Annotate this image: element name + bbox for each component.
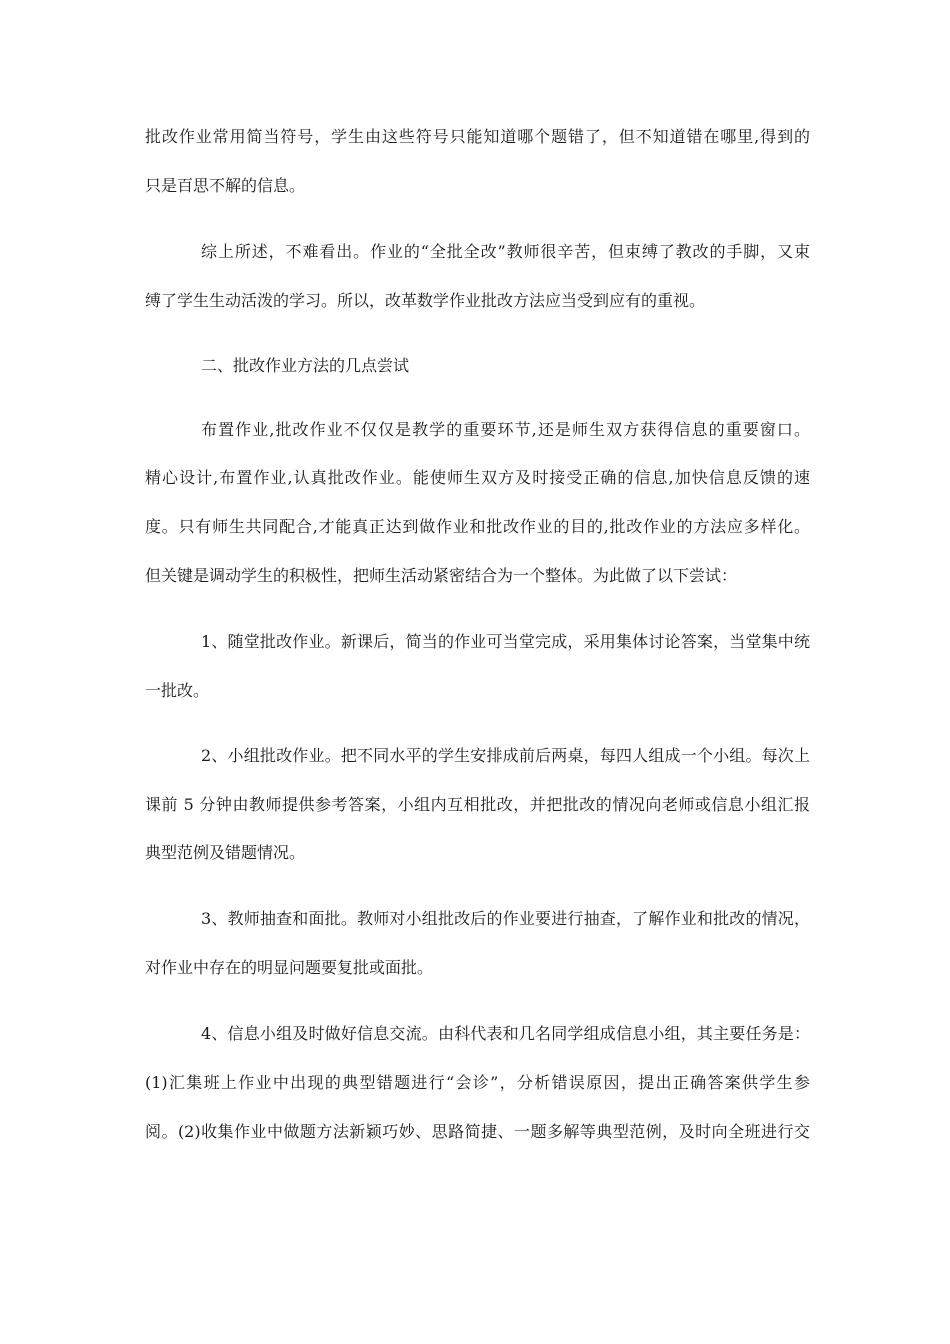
text-line-8: 度。只有师生共同配合,才能真正达到做作业和批改作业的目的,批改作业的方法应多样化。 bbox=[145, 517, 810, 536]
text-line-3: 综上所述，不难看出。作业的“全批全改”教师很辛苦，但束缚了教改的手脚，又束 bbox=[201, 242, 810, 261]
text-line-16: 对作业中存在的明显问题要复批或面批。 bbox=[145, 958, 434, 977]
text-line-12: 2、小组批改作业。把不同水平的学生安排成前后两桌，每四人组成一个小组。每次上 bbox=[201, 746, 810, 765]
section-heading: 二、批改作业方法的几点尝试 bbox=[201, 356, 410, 375]
text-line-2: 只是百思不解的信息。 bbox=[145, 176, 306, 195]
text-line-11: 一批改。 bbox=[145, 681, 210, 700]
text-line-6: 布置作业,批改作业不仅仅是教学的重要环节,还是师生双方获得信息的重要窗口。 bbox=[201, 420, 810, 439]
text-line-10: 1、随堂批改作业。新课后，简当的作业可当堂完成，采用集体讨论答案，当堂集中统 bbox=[201, 632, 810, 651]
text-line-1: 批改作业常用简当符号，学生由这些符号只能知道哪个题错了，但不知道错在哪里,得到的 bbox=[145, 127, 810, 146]
text-line-7: 精心设计,布置作业,认真批改作业。能使师生双方及时接受正确的信息,加快信息反馈的速 bbox=[145, 468, 810, 487]
text-line-14: 典型范例及错题情况。 bbox=[145, 843, 306, 862]
text-line-15: 3、教师抽查和面批。教师对小组批改后的作业要进行抽查，了解作业和批改的情况， bbox=[201, 909, 810, 928]
text-line-4: 缚了学生生动活泼的学习。所以，改革数学作业批改方法应当受到应有的重视。 bbox=[145, 291, 706, 310]
text-line-13: 课前 5 分钟由教师提供参考答案，小组内互相批改，并把批改的情况向老师或信息小组汇报 bbox=[145, 795, 810, 814]
text-line-18: (1)汇集班上作业中出现的典型错题进行“会诊”，分析错误原因，提出正确答案供学生参 bbox=[145, 1073, 810, 1092]
text-line-19: 阅。(2)收集作业中做题方法新颖巧妙、思路简捷、一题多解等典型范例，及时向全班进行交 bbox=[145, 1122, 810, 1141]
text-line-9: 但关键是调动学生的积极性，把师生活动紧密结合为一个整体。为此做了以下尝试： bbox=[145, 566, 738, 585]
text-line-17: 4、信息小组及时做好信息交流。由科代表和几名同学组成信息小组，其主要任务是： bbox=[201, 1024, 810, 1043]
